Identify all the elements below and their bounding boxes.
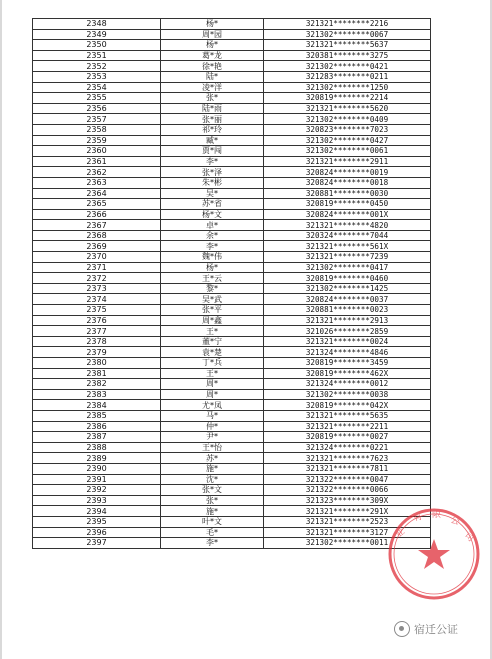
- row-id-number: 320324********7044: [264, 230, 431, 241]
- row-id-number: 320819********0450: [264, 199, 431, 210]
- table-row: [33, 305, 431, 316]
- row-name: 周*: [161, 379, 264, 390]
- row-name: 张*丽: [161, 114, 264, 125]
- row-id-number: 321302********0421: [264, 61, 431, 72]
- row-id-number: 320819********462X: [264, 368, 431, 379]
- row-number: 2372: [33, 273, 161, 284]
- table-row: [33, 93, 431, 104]
- row-id-number: 321321********7239: [264, 252, 431, 263]
- row-number: 2379: [33, 347, 161, 358]
- table-row: [33, 40, 431, 51]
- table-row: [33, 220, 431, 231]
- row-number: 2352: [33, 61, 161, 72]
- row-number: 2366: [33, 209, 161, 220]
- table-row: [33, 103, 431, 114]
- table-row: [33, 61, 431, 72]
- row-number: 2380: [33, 358, 161, 369]
- table-row: [33, 273, 431, 284]
- row-id-number: 320819********3459: [264, 358, 431, 369]
- row-name: 李*: [161, 538, 264, 549]
- row-number: 2393: [33, 495, 161, 506]
- table-row: [33, 262, 431, 273]
- row-number: 2362: [33, 167, 161, 178]
- row-name: 王*怡: [161, 442, 264, 453]
- table-row: [33, 347, 431, 358]
- row-name: 黎*: [161, 283, 264, 294]
- row-number: 2355: [33, 93, 161, 104]
- row-id-number: 320881********0030: [264, 188, 431, 199]
- record-table: [32, 18, 431, 549]
- row-name: 王*云: [161, 273, 264, 284]
- row-id-number: 321322********0047: [264, 474, 431, 485]
- row-id-number: 320819********2214: [264, 93, 431, 104]
- table-row: [33, 368, 431, 379]
- row-number: 2395: [33, 516, 161, 527]
- row-number: 2385: [33, 410, 161, 421]
- row-name: 杨*: [161, 19, 264, 30]
- row-name: 李*: [161, 156, 264, 167]
- row-number: 2348: [33, 19, 161, 30]
- table-row: [33, 188, 431, 199]
- row-id-number: 321302********0417: [264, 262, 431, 273]
- table-row: [33, 516, 431, 527]
- row-id-number: 321321********5620: [264, 103, 431, 114]
- page-edge-left: [0, 0, 2, 659]
- row-id-number: 321321********7811: [264, 463, 431, 474]
- table-row: [33, 400, 431, 411]
- row-id-number: 321302********0061: [264, 146, 431, 157]
- row-number: 2358: [33, 124, 161, 135]
- row-number: 2386: [33, 421, 161, 432]
- table-row: [33, 146, 431, 157]
- row-id-number: 321324********0012: [264, 379, 431, 390]
- row-number: 2394: [33, 506, 161, 517]
- row-id-number: 321321********7623: [264, 453, 431, 464]
- row-number: 2364: [33, 188, 161, 199]
- table-row: [33, 230, 431, 241]
- row-number: 2371: [33, 262, 161, 273]
- table-row: [33, 358, 431, 369]
- row-number: 2351: [33, 50, 161, 61]
- row-number: 2378: [33, 336, 161, 347]
- row-number: 2360: [33, 146, 161, 157]
- row-number: 2373: [33, 283, 161, 294]
- table-row: [33, 485, 431, 496]
- table-row: [33, 506, 431, 517]
- row-name: 吴*: [161, 188, 264, 199]
- row-number: 2397: [33, 538, 161, 549]
- row-id-number: 321302********0067: [264, 29, 431, 40]
- row-id-number: 320824********0019: [264, 167, 431, 178]
- row-number: 2396: [33, 527, 161, 538]
- row-name: 苏*: [161, 453, 264, 464]
- row-number: 2376: [33, 315, 161, 326]
- row-name: 凌*洋: [161, 82, 264, 93]
- row-name: 王*: [161, 368, 264, 379]
- table-row: [33, 474, 431, 485]
- table-row: [33, 156, 431, 167]
- row-id-number: 320819********0027: [264, 432, 431, 443]
- row-id-number: 321302********0409: [264, 114, 431, 125]
- table-row: [33, 29, 431, 40]
- row-number: 2365: [33, 199, 161, 210]
- row-id-number: 321321********2911: [264, 156, 431, 167]
- table-row: [33, 114, 431, 125]
- row-number: 2382: [33, 379, 161, 390]
- table-row: [33, 82, 431, 93]
- svg-text:业: 业: [393, 526, 407, 541]
- row-name: 杨*: [161, 262, 264, 273]
- row-name: 张*: [161, 495, 264, 506]
- row-id-number: 320824********0037: [264, 294, 431, 305]
- row-name: 张*: [161, 93, 264, 104]
- row-name: 徐*艳: [161, 61, 264, 72]
- row-number: 2381: [33, 368, 161, 379]
- row-name: 杨*: [161, 40, 264, 51]
- table-row: [33, 252, 431, 263]
- row-number: 2392: [33, 485, 161, 496]
- row-id-number: 321321********3127: [264, 527, 431, 538]
- row-number: 2387: [33, 432, 161, 443]
- row-id-number: 321321********2913: [264, 315, 431, 326]
- row-id-number: 320824********0018: [264, 177, 431, 188]
- table-row: [33, 336, 431, 347]
- table-row: [33, 527, 431, 538]
- row-name: 张*平: [161, 305, 264, 316]
- row-number: 2383: [33, 389, 161, 400]
- row-number: 2370: [33, 252, 161, 263]
- row-id-number: 321321********291X: [264, 506, 431, 517]
- row-id-number: 320823********7023: [264, 124, 431, 135]
- row-number: 2384: [33, 400, 161, 411]
- row-number: 2369: [33, 241, 161, 252]
- row-id-number: 321321********0024: [264, 336, 431, 347]
- record-table-body: [33, 19, 431, 549]
- watermark: [394, 618, 458, 640]
- row-id-number: 321302********1250: [264, 82, 431, 93]
- row-number: 2388: [33, 442, 161, 453]
- row-id-number: 321321********4820: [264, 220, 431, 231]
- row-name: 魏*伟: [161, 252, 264, 263]
- table-row: [33, 410, 431, 421]
- row-name: 张*泽: [161, 167, 264, 178]
- row-id-number: 321321********5637: [264, 40, 431, 51]
- row-number: 2377: [33, 326, 161, 337]
- row-number: 2391: [33, 474, 161, 485]
- row-number: 2367: [33, 220, 161, 231]
- row-id-number: 321321********2216: [264, 19, 431, 30]
- table-row: [33, 495, 431, 506]
- svg-text:公: 公: [449, 515, 461, 528]
- table-row: [33, 421, 431, 432]
- row-name: 王*: [161, 326, 264, 337]
- table-row: [33, 432, 431, 443]
- table-row: [33, 283, 431, 294]
- row-number: 2374: [33, 294, 161, 305]
- row-name: 沈*: [161, 474, 264, 485]
- row-name: 周*: [161, 389, 264, 400]
- row-name: 尹*: [161, 432, 264, 443]
- row-number: 2359: [33, 135, 161, 146]
- table-row: [33, 463, 431, 474]
- row-name: 祁*玲: [161, 124, 264, 135]
- row-name: 卓*: [161, 220, 264, 231]
- table-row: [33, 199, 431, 210]
- row-number: 2389: [33, 453, 161, 464]
- row-id-number: 320819********042X: [264, 400, 431, 411]
- row-number: 2390: [33, 463, 161, 474]
- row-number: 2353: [33, 71, 161, 82]
- watermark-text: 宿迁公证: [414, 623, 458, 636]
- row-id-number: 321302********0427: [264, 135, 431, 146]
- row-id-number: 321321********5635: [264, 410, 431, 421]
- row-name: 张*文: [161, 485, 264, 496]
- row-name: 施*: [161, 463, 264, 474]
- row-name: 周*鑫: [161, 315, 264, 326]
- row-number: 2350: [33, 40, 161, 51]
- table-row: [33, 389, 431, 400]
- row-id-number: 320381********3275: [264, 50, 431, 61]
- table-row: [33, 71, 431, 82]
- wechat-account-icon: [394, 621, 410, 637]
- row-name: 苏*省: [161, 199, 264, 210]
- svg-text:有: 有: [412, 511, 424, 524]
- row-id-number: 320819********0460: [264, 273, 431, 284]
- row-id-number: 321324********0221: [264, 442, 431, 453]
- row-number: 2357: [33, 114, 161, 125]
- row-name: 臧*: [161, 135, 264, 146]
- table-row: [33, 538, 431, 549]
- table-row: [33, 19, 431, 30]
- row-name: 葛*龙: [161, 50, 264, 61]
- table-row: [33, 209, 431, 220]
- svg-text:司: 司: [462, 530, 476, 545]
- row-number: 2375: [33, 305, 161, 316]
- table-row: [33, 379, 431, 390]
- row-name: 朱*彬: [161, 177, 264, 188]
- row-name: 丁*兵: [161, 358, 264, 369]
- row-id-number: 321324********4846: [264, 347, 431, 358]
- table-row: [33, 177, 431, 188]
- table-row: [33, 294, 431, 305]
- row-name: 杨*文: [161, 209, 264, 220]
- row-id-number: 321283********0211: [264, 71, 431, 82]
- row-name: 施*: [161, 506, 264, 517]
- row-name: 仲*: [161, 421, 264, 432]
- table-row: [33, 124, 431, 135]
- row-name: 贾*闯: [161, 146, 264, 157]
- table-row: [33, 241, 431, 252]
- row-number: 2368: [33, 230, 161, 241]
- row-name: 余*: [161, 230, 264, 241]
- table-row: [33, 453, 431, 464]
- row-id-number: 321302********0038: [264, 389, 431, 400]
- row-id-number: 321323********309X: [264, 495, 431, 506]
- row-name: 尤*凤: [161, 400, 264, 411]
- table-row: [33, 442, 431, 453]
- row-number: 2354: [33, 82, 161, 93]
- table-row: [33, 167, 431, 178]
- row-id-number: 321322********0066: [264, 485, 431, 496]
- row-name: 陆*雨: [161, 103, 264, 114]
- row-id-number: 321026********2859: [264, 326, 431, 337]
- table-row: [33, 50, 431, 61]
- row-name: 李*: [161, 241, 264, 252]
- row-number: 2363: [33, 177, 161, 188]
- row-number: 2349: [33, 29, 161, 40]
- row-id-number: 321321********561X: [264, 241, 431, 252]
- row-id-number: 321302********0011: [264, 538, 431, 549]
- row-name: 马*: [161, 410, 264, 421]
- row-id-number: 320824********001X: [264, 209, 431, 220]
- table-row: [33, 135, 431, 146]
- row-number: 2356: [33, 103, 161, 114]
- row-name: 董*宁: [161, 336, 264, 347]
- row-name: 叶*文: [161, 516, 264, 527]
- row-id-number: 321321********2211: [264, 421, 431, 432]
- row-number: 2361: [33, 156, 161, 167]
- row-id-number: 320881********0023: [264, 305, 431, 316]
- row-id-number: 321302********1425: [264, 283, 431, 294]
- row-name: 袁*楚: [161, 347, 264, 358]
- row-id-number: 321321********2523: [264, 516, 431, 527]
- row-name: 毛*: [161, 527, 264, 538]
- row-name: 吴*武: [161, 294, 264, 305]
- row-name: 陆*: [161, 71, 264, 82]
- svg-text:限: 限: [432, 510, 442, 520]
- table-row: [33, 315, 431, 326]
- row-name: 周*园: [161, 29, 264, 40]
- table-row: [33, 326, 431, 337]
